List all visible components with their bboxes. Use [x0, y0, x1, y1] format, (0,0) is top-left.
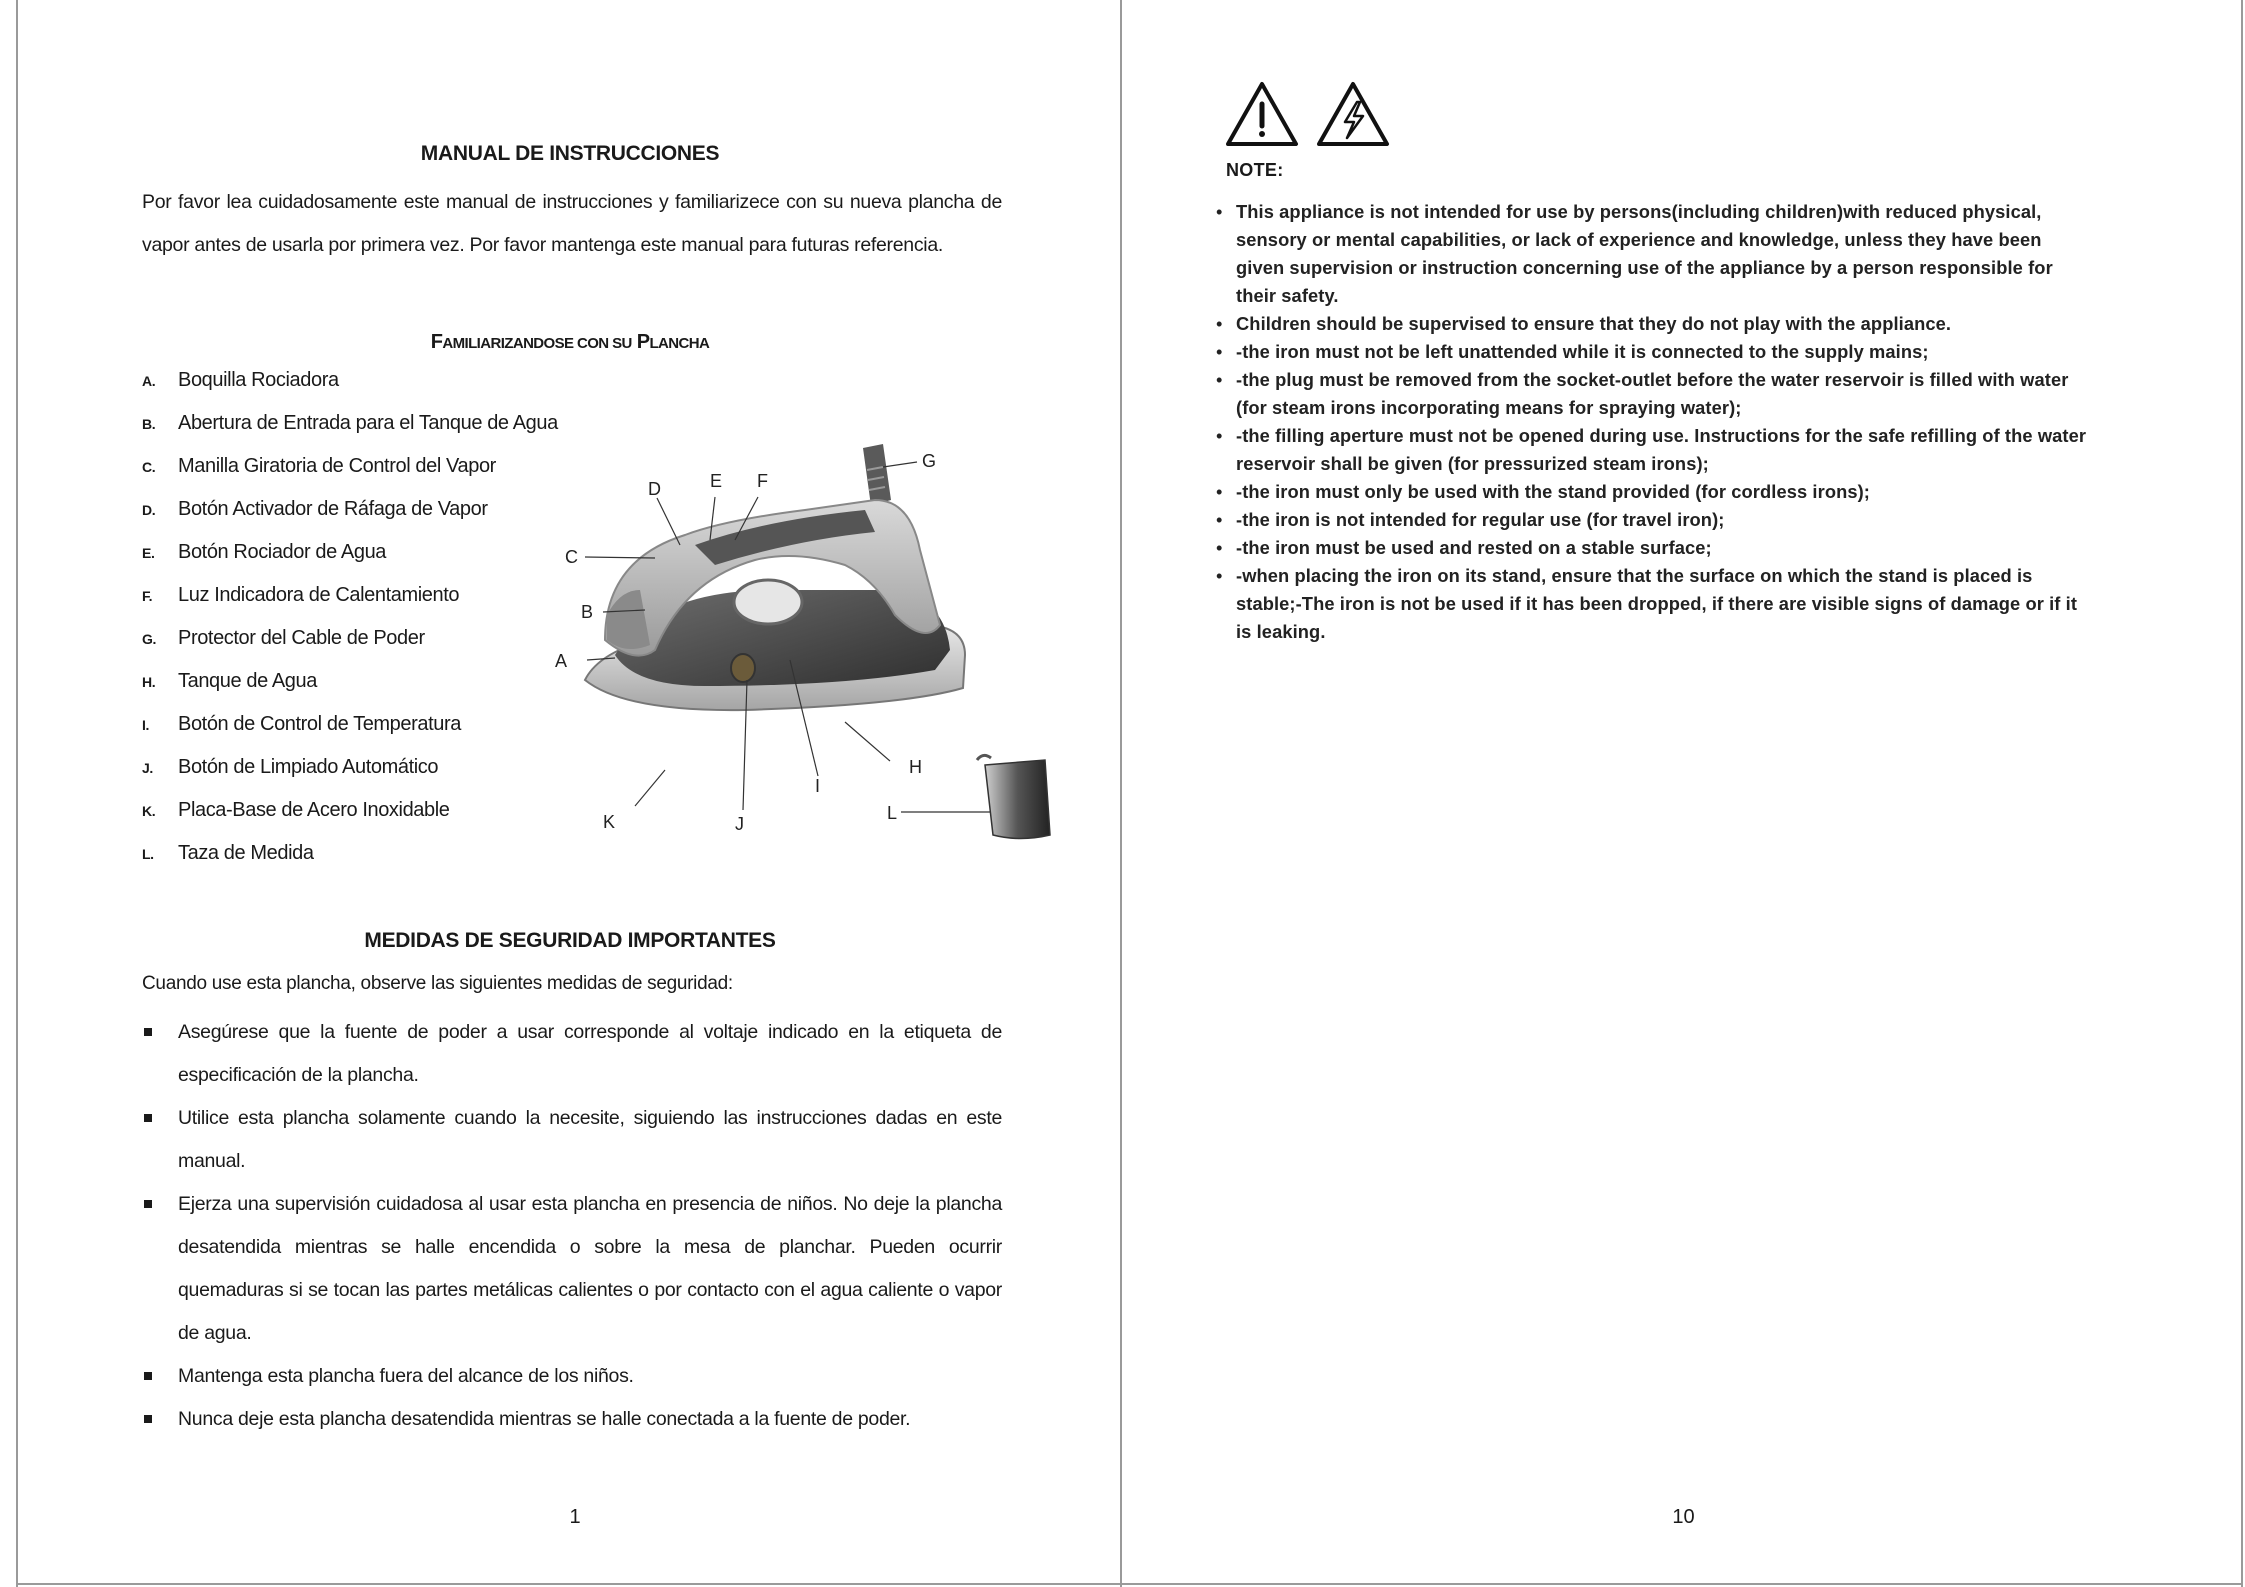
part-label: Placa-Base de Acero Inoxidable	[178, 799, 450, 821]
part-letter: E.	[142, 545, 155, 561]
bullet-icon	[144, 1415, 152, 1423]
parts-subtitle	[0, 331, 1140, 354]
part-letter: L.	[142, 846, 154, 862]
note-text: -the iron must only be used with the stand provided (for cordless irons);	[1236, 481, 1870, 502]
label-d: D	[648, 479, 661, 499]
label-l: L	[887, 803, 898, 823]
part-label: Botón de Limpiado Automático	[178, 756, 439, 778]
measuring-cup	[985, 760, 1050, 839]
part-letter: H.	[142, 674, 156, 690]
bullet-icon	[144, 1200, 152, 1208]
bullet-icon	[144, 1028, 152, 1036]
safety-item-text: Utilice esta plancha solamente cuando la necesite, siguiendo las instrucciones dadas en este manual.	[178, 1107, 1002, 1172]
part-item-b	[142, 412, 582, 455]
part-letter: D.	[142, 502, 156, 518]
part-item-c	[142, 455, 582, 498]
part-letter: J.	[142, 760, 153, 776]
safety-list	[142, 1011, 1002, 1441]
part-letter: C.	[142, 459, 156, 475]
safety-item	[142, 1183, 1002, 1355]
safety-item-text: Nunca deje esta plancha desatendida mientras se halle conectada a la fuente de poder.	[178, 1408, 911, 1430]
bullet-icon: •	[1216, 509, 1223, 530]
note-text: -the iron is not intended for regular use (for travel iron);	[1236, 509, 1725, 530]
part-label: Botón Activador de Ráfaga de Vapor	[178, 498, 488, 520]
bullet-icon: •	[1216, 201, 1223, 222]
safety-item	[142, 1097, 1002, 1183]
bullet-icon: •	[1216, 481, 1223, 502]
part-label: Boquilla Rociadora	[178, 369, 339, 391]
note-text: Children should be supervised to ensure that they do not play with the appliance.	[1236, 313, 1952, 334]
safety-item-text: Ejerza una supervisión cuidadosa al usar esta plancha en presencia de niños. No deje la plancha desatendida mientras se halle encendida o sobre la mesa de planchar. Pueden ocurrir quemaduras si se tocan las partes metálicas calientes o por contacto con el agua caliente o vapor de agua.	[178, 1193, 1002, 1344]
part-label: Taza de Medida	[178, 842, 314, 864]
label-a: A	[555, 651, 568, 671]
part-letter: I.	[142, 717, 149, 733]
note-text: -the filling aperture must not be opened during use. Instructions for the safe refilling of the water reservoir shall be given (for pressurized steam irons);	[1236, 425, 2087, 474]
label-e: E	[710, 471, 723, 491]
note-item	[1214, 198, 2094, 310]
label-g: G	[922, 451, 937, 471]
label-h: H	[909, 757, 922, 777]
note-item	[1214, 366, 2094, 422]
part-item-a	[142, 369, 582, 412]
safety-item	[142, 1398, 1002, 1441]
safety-item-text: Asegúrese que la fuente de poder a usar corresponde al voltaje indicado en la etiqueta de especificación de la plancha.	[178, 1021, 1002, 1086]
note-text: -the iron must not be left unattended while it is connected to the supply mains;	[1236, 341, 1929, 362]
part-label: Abertura de Entrada para el Tanque de Agua	[178, 412, 558, 434]
part-label: Tanque de Agua	[178, 670, 317, 692]
note-item	[1214, 338, 2094, 366]
manual-title: MANUAL DE INSTRUCCIONES	[420, 142, 720, 165]
label-k: K	[603, 812, 616, 832]
subtitle-initial-p: P	[636, 331, 650, 353]
bullet-icon	[144, 1114, 152, 1122]
part-item-i	[142, 713, 582, 756]
safety-item	[142, 1011, 1002, 1097]
part-letter: G.	[142, 631, 156, 647]
label-c: C	[565, 547, 578, 567]
electric-hazard-icon	[1319, 84, 1387, 144]
label-f: F	[757, 471, 768, 491]
bullet-icon: •	[1216, 425, 1223, 446]
part-item-g	[142, 627, 582, 670]
note-text: -the plug must be removed from the socket-outlet before the water reservoir is filled with water (for steam irons incorporating means for spraying water);	[1236, 369, 2069, 418]
part-label: Botón Rociador de Agua	[178, 541, 387, 563]
subtitle-initial-f: F	[430, 331, 443, 353]
part-item-f	[142, 584, 582, 627]
note-text: -when placing the iron on its stand, ensure that the surface on which the stand is placed is stable;-The iron is not be used if it has been dropped, if there are visible signs of damage or if it is leaking.	[1236, 565, 2078, 642]
parts-list	[142, 369, 582, 885]
safety-item-text: Mantenga esta plancha fuera del alcance de los niños.	[178, 1365, 634, 1387]
part-item-j	[142, 756, 582, 799]
part-label: Luz Indicadora de Calentamiento	[178, 584, 460, 606]
note-text: -the iron must be used and rested on a stable surface;	[1236, 537, 1712, 558]
part-letter: B.	[142, 416, 156, 432]
warning-exclamation-icon	[1228, 84, 1296, 144]
safety-title: MEDIDAS DE SEGURIDAD IMPORTANTES	[364, 929, 776, 952]
label-j: J	[735, 814, 744, 834]
bullet-icon	[144, 1372, 152, 1380]
part-label: Botón de Control de Temperatura	[178, 713, 461, 735]
safety-intro: Cuando use esta plancha, observe las siguientes medidas de seguridad:	[142, 973, 733, 994]
part-letter: K.	[142, 803, 156, 819]
note-text: This appliance is not intended for use by persons(including children)with reduced physical, sensory or mental capabilities, or lack of experience and knowledge, unless they have been given supervision or instruction concerning use of the appliance by a person responsible for their safety.	[1236, 201, 2053, 306]
cord-guard	[863, 444, 891, 506]
bullet-icon: •	[1216, 341, 1223, 362]
part-letter: A.	[142, 373, 156, 389]
note-item	[1214, 310, 2094, 338]
temperature-dial	[734, 580, 802, 624]
part-label: Manilla Giratoria de Control del Vapor	[178, 455, 496, 477]
subtitle-rest-1: AMILIARIZANDOSE CON SU	[442, 335, 632, 352]
note-label: NOTE:	[1226, 160, 1284, 180]
note-item	[1214, 478, 2094, 506]
bullet-icon: •	[1216, 565, 1223, 586]
note-item	[1214, 534, 2094, 562]
bullet-icon: •	[1216, 369, 1223, 390]
page-number-right: 10	[1672, 1506, 1695, 1528]
subtitle-rest-2: LANCHA	[649, 335, 710, 352]
note-list	[1214, 198, 2094, 646]
safety-item	[142, 1355, 1002, 1398]
bullet-icon: •	[1216, 313, 1223, 334]
bullet-icon: •	[1216, 537, 1223, 558]
part-item-e	[142, 541, 582, 584]
part-item-l	[142, 842, 582, 885]
note-item	[1214, 422, 2094, 478]
part-item-h	[142, 670, 582, 713]
warning-icons	[1226, 80, 1391, 150]
intro-paragraph: Por favor lea cuidadosamente este manual de instrucciones y familiarizece con su nueva plancha de vapor antes de usarla por primera vez. Por favor mantenga este manual para futuras referencia.	[142, 191, 1002, 256]
part-label: Protector del Cable de Poder	[178, 627, 425, 649]
label-b: B	[581, 602, 594, 622]
steam-iron-diagram	[545, 440, 1055, 850]
note-item	[1214, 506, 2094, 534]
note-item	[1214, 562, 2094, 646]
part-item-d	[142, 498, 582, 541]
page-number-left: 1	[569, 1506, 581, 1528]
part-letter: F.	[142, 588, 153, 604]
part-item-k	[142, 799, 582, 842]
label-i: I	[815, 776, 821, 796]
